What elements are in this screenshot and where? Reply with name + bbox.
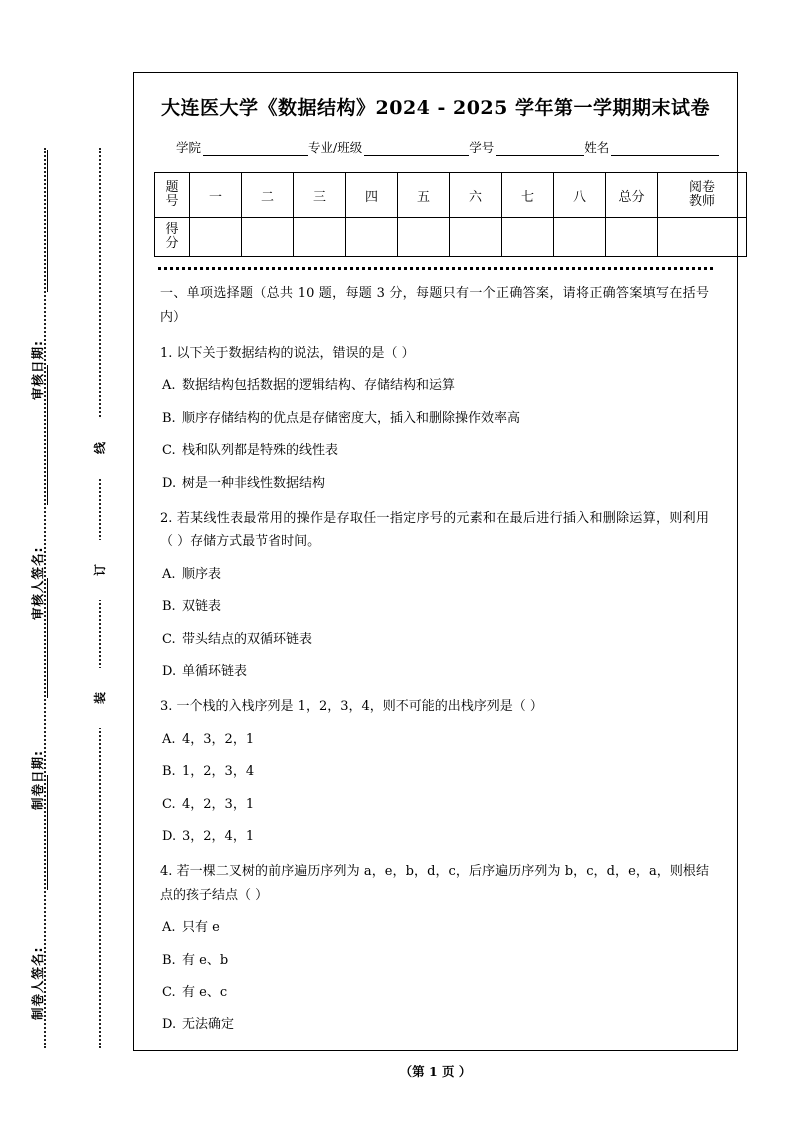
- row-header-question-number: [155, 173, 190, 218]
- question-4-stem: 4. 若一棵二叉树的前序遍历序列为 a，e，b，d，c，后序遍历序列为 b，c，d，e，a，则根结点的孩子结点（ ）: [160, 864, 709, 903]
- score-cell-7[interactable]: [502, 218, 554, 257]
- question-2-option-b-letter: B.: [162, 599, 176, 615]
- score-cell-grader[interactable]: [658, 218, 747, 257]
- fold-word-line: 线: [89, 418, 110, 478]
- question-4-option-a-text: 只有 e: [182, 920, 220, 936]
- question-1-option-d-text: 树是一种非线性数据结构: [182, 475, 326, 491]
- column-header-grader-line2: 教师: [688, 194, 715, 209]
- prepare-date-label: 制卷日期:: [30, 750, 45, 810]
- question-3-option-a[interactable]: [160, 728, 709, 751]
- question-3-option-d-text: 3，2，4，1: [182, 828, 255, 844]
- question-2-option-d[interactable]: [160, 660, 709, 683]
- question-1-option-d[interactable]: [160, 472, 709, 495]
- question-2-option-a[interactable]: [160, 563, 709, 586]
- question-4-option-a-letter: A.: [162, 920, 176, 936]
- column-header-7: 七: [502, 173, 554, 218]
- margin-rule-3: [47, 578, 48, 698]
- margin-rule-1: [47, 150, 48, 292]
- question-4-option-d[interactable]: [160, 1013, 709, 1036]
- score-cell-3[interactable]: [294, 218, 346, 257]
- field-college[interactable]: [176, 138, 308, 156]
- fold-word-pack: 装: [89, 668, 110, 728]
- score-cell-5[interactable]: [398, 218, 450, 257]
- score-cell-1[interactable]: [190, 218, 242, 257]
- question-4-option-b-text: 有 e、b: [182, 952, 229, 968]
- binding-margin: [0, 0, 130, 1122]
- row-header-score: [155, 218, 190, 257]
- margin-rule-2: [47, 365, 48, 505]
- question-2-option-c-text: 带头结点的双循环链表: [182, 631, 313, 647]
- question-2-option-a-letter: A.: [162, 566, 176, 582]
- question-2-option-c[interactable]: [160, 628, 709, 651]
- field-college-label: 学院: [176, 140, 202, 155]
- question-4-option-a[interactable]: [160, 916, 709, 939]
- table-row-scores: [155, 218, 747, 257]
- score-table: [154, 172, 747, 257]
- column-header-grader-line1: 阅卷: [688, 179, 715, 195]
- question-2-option-d-text: 单循环链表: [182, 664, 248, 679]
- fold-word-bind: 订: [89, 540, 110, 600]
- field-student-id-blank[interactable]: [496, 142, 584, 156]
- question-3-option-b-letter: B.: [162, 764, 176, 780]
- page-title: 大连医大学《数据结构》2024 - 2025 学年第一学期期末试卷: [161, 97, 710, 119]
- question-4-option-d-letter: D.: [162, 1017, 177, 1033]
- question-1-option-b[interactable]: [160, 407, 709, 430]
- question-4-option-c-text: 有 e、c: [182, 984, 228, 1000]
- column-header-total: 总分: [606, 173, 658, 218]
- question-2-option-a-text: 顺序表: [182, 566, 222, 582]
- question-1-stem: 1. 以下关于数据结构的说法，错误的是（ ）: [160, 346, 415, 362]
- column-header-grader: [658, 173, 747, 218]
- score-cell-4[interactable]: [346, 218, 398, 257]
- question-4-option-b[interactable]: [160, 949, 709, 972]
- question-1-option-b-letter: B.: [162, 410, 176, 426]
- question-3-option-d[interactable]: [160, 825, 709, 848]
- question-1-option-c-letter: C.: [162, 443, 176, 459]
- column-header-8: 八: [554, 173, 606, 218]
- question-1-option-a-letter: A.: [162, 378, 176, 394]
- student-info-row: [154, 138, 717, 156]
- question-3-option-d-letter: D.: [162, 828, 177, 844]
- question-1-option-a[interactable]: [160, 374, 709, 397]
- question-2-option-b-text: 双链表: [182, 599, 222, 615]
- column-header-6: 六: [450, 173, 502, 218]
- question-4-option-d-text: 无法确定: [182, 1017, 235, 1033]
- question-4-option-c-letter: C.: [162, 984, 176, 1000]
- question-3-option-c-text: 4，2，3，1: [182, 796, 255, 812]
- field-name[interactable]: [584, 138, 719, 156]
- row-header-question-number-line2: 号: [165, 194, 179, 209]
- field-name-blank[interactable]: [611, 142, 719, 156]
- question-3-option-b[interactable]: [160, 760, 709, 783]
- table-row-question-numbers: [155, 173, 747, 218]
- score-cell-2[interactable]: [242, 218, 294, 257]
- question-2-option-b[interactable]: [160, 595, 709, 618]
- column-header-5: 五: [398, 173, 450, 218]
- column-header-2: 二: [242, 173, 294, 218]
- column-header-4: 四: [346, 173, 398, 218]
- preparer-signature-label: 制卷人签名:: [30, 946, 45, 1020]
- field-major-class[interactable]: [308, 138, 469, 156]
- score-cell-8[interactable]: [554, 218, 606, 257]
- question-4-option-c[interactable]: [160, 981, 709, 1004]
- question-1-option-c-text: 栈和队列都是特殊的线性表: [182, 443, 339, 459]
- review-date-label: 审核日期:: [30, 340, 45, 400]
- question-3-option-c[interactable]: [160, 793, 709, 816]
- score-cell-total[interactable]: [606, 218, 658, 257]
- field-student-id-label: 学号: [469, 140, 495, 155]
- field-major-class-blank[interactable]: [364, 142, 469, 156]
- question-3-option-a-text: 4，3，2，1: [182, 731, 255, 747]
- question-3-stem: 3. 一个栈的入栈序列是 1，2，3，4，则不可能的出栈序列是（ ）: [160, 699, 543, 715]
- section-heading: 一、单项选择题（总共 10 题，每题 3 分，每题只有一个正确答案，请将正确答案填写在括号内）: [160, 286, 709, 326]
- question-1-option-c[interactable]: [160, 439, 709, 462]
- score-cell-6[interactable]: [450, 218, 502, 257]
- row-header-score-line1: 得: [165, 222, 179, 238]
- field-college-blank[interactable]: [203, 142, 308, 156]
- field-student-id[interactable]: [469, 138, 584, 156]
- question-3-option-c-letter: C.: [162, 796, 176, 812]
- question-2-option-d-letter: D.: [162, 664, 177, 679]
- question-1-option-b-text: 顺序存储结构的优点是存储密度大，插入和删除操作效率高: [182, 410, 521, 426]
- question-1-option-d-letter: D.: [162, 475, 177, 491]
- reviewer-signature-label: 审核人签名:: [30, 546, 45, 620]
- question-2-stem: 2. 若某线性表最常用的操作是存取任一指定序号的元素和在最后进行插入和删除运算，则利用（ ）存储方式最节省时间。: [160, 511, 709, 550]
- row-header-score-line2: 分: [165, 236, 179, 251]
- question-3-option-b-text: 1，2，3，4: [182, 764, 255, 780]
- question-2-option-c-letter: C.: [162, 631, 176, 647]
- column-header-1: 一: [190, 173, 242, 218]
- column-header-3: 三: [294, 173, 346, 218]
- question-body: [154, 282, 717, 1037]
- question-1-option-a-text: 数据结构包括数据的逻辑结构、存储结构和运算: [182, 378, 456, 394]
- page-footer: （第 1 页 ）: [399, 1064, 472, 1079]
- row-header-question-number-line1: 题: [165, 180, 179, 196]
- question-4-option-b-letter: B.: [162, 952, 176, 968]
- question-3-option-a-letter: A.: [162, 731, 176, 747]
- section-separator: [158, 267, 713, 270]
- field-name-label: 姓名: [584, 140, 610, 155]
- field-major-class-label: 专业/班级: [308, 140, 363, 155]
- margin-rule-4: [47, 775, 48, 890]
- exam-paper-frame: [133, 72, 738, 1051]
